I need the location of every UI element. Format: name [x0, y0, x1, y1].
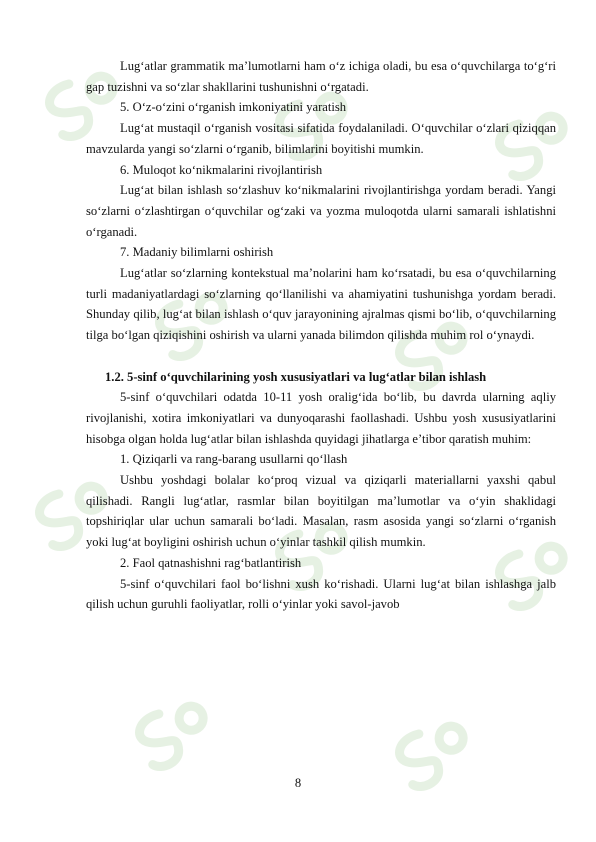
- paragraph-communication: Lug‘at bilan ishlash so‘zlashuv ko‘nikmalarini rivojlantirishga yordam beradi. Yangi so‘zlarni o‘zlashtirgan o‘quvchilar og‘zaki va yozma muloqotda ularni samarali ishlatishni o‘rganadi.: [86, 183, 556, 239]
- paragraph-grammar-info: Lug‘atlar grammatik ma’lumotlarni ham o‘z ichiga oladi, bu esa o‘quvchilarga to‘g‘ri gap tuzishni va so‘zlar shakllarini tushunishni o‘rgatadi.: [86, 59, 556, 94]
- list-item-self-study: 5. O‘z-o‘zini o‘rganish imkoniyatini yaratish: [120, 100, 347, 115]
- list-item-communication: 6. Muloqot ko‘nikmalarini rivojlantirish: [120, 162, 323, 177]
- page-text: [86, 56, 556, 615]
- paragraph-age-features: 5-sinf o‘quvchilari odatda 10-11 yosh oralig‘ida bo‘lib, bu davrda ularning aqliy rivojlanishi, xotira imkoniyatlari va dunyoqarashi faollashadi. Ushbu yosh xususiyatlarini hisobga olgan holda lug‘atlar bilan ishlashda quyidagi jihatlarga e’tibor qaratish muhim:: [86, 390, 556, 446]
- list-item-culture: 7. Madaniy bilimlarni oshirish: [120, 245, 274, 260]
- section-heading: 1.2. 5-sinf o‘quvchilarining yosh xususiyatlari va lug‘atlar bilan ishlash: [105, 369, 487, 384]
- page-number: 8: [294, 776, 302, 790]
- paragraph-self-study: Lug‘at mustaqil o‘rganish vositasi sifatida foydalaniladi. O‘quvchilar o‘zlari qiziqqan mavzularda yangi so‘zlarni o‘rganib, bilimlarini boyitishi mumkin.: [86, 121, 556, 156]
- list-item-active-participation: 2. Faol qatnashishni rag‘batlantirish: [120, 555, 302, 570]
- paragraph-engaging-methods: Ushbu yoshdagi bolalar ko‘proq vizual va qiziqarli materiallarni yaxshi qabul qilishadi. Rangli lug‘atlar, rasmlar bilan boyitilgan ma’lumotlar va o‘yin shaklidagi topshiriqlar ular uchun samarali bo‘ladi. Masalan, rasm asosida yangi so‘zlarni o‘rganish yoki lug‘at boyligini oshirish uchun o‘yinlar tashkil qilish mumkin.: [86, 473, 556, 550]
- section-gap: [86, 346, 556, 367]
- paragraph-culture: Lug‘atlar so‘zlarning kontekstual ma’nolarini ham ko‘rsatadi, bu esa o‘quvchilarning turli madaniyatlardagi so‘zlarning qo‘llanilishi va ahamiyatini tushunishga yordam beradi. Shunday qilib, lug‘at bilan ishlash o‘quv jarayonining ajralmas qismi bo‘lib, o‘quvchilarning tilga bo‘lgan qiziqishini oshirish va ularni yanada bilimdon qilishda muhim rol o‘ynaydi.: [86, 266, 556, 343]
- paragraph-active-participation: 5-sinf o‘quvchilari faol bo‘lishni xush ko‘rishadi. Ularni lug‘at bilan ishlashga jalb qilish uchun guruhli faoliyatlar, rolli o‘yinlar yoki savol-javob: [86, 576, 556, 612]
- list-item-engaging-methods: 1. Qiziqarli va rang-barang usullarni qo‘llash: [120, 452, 348, 467]
